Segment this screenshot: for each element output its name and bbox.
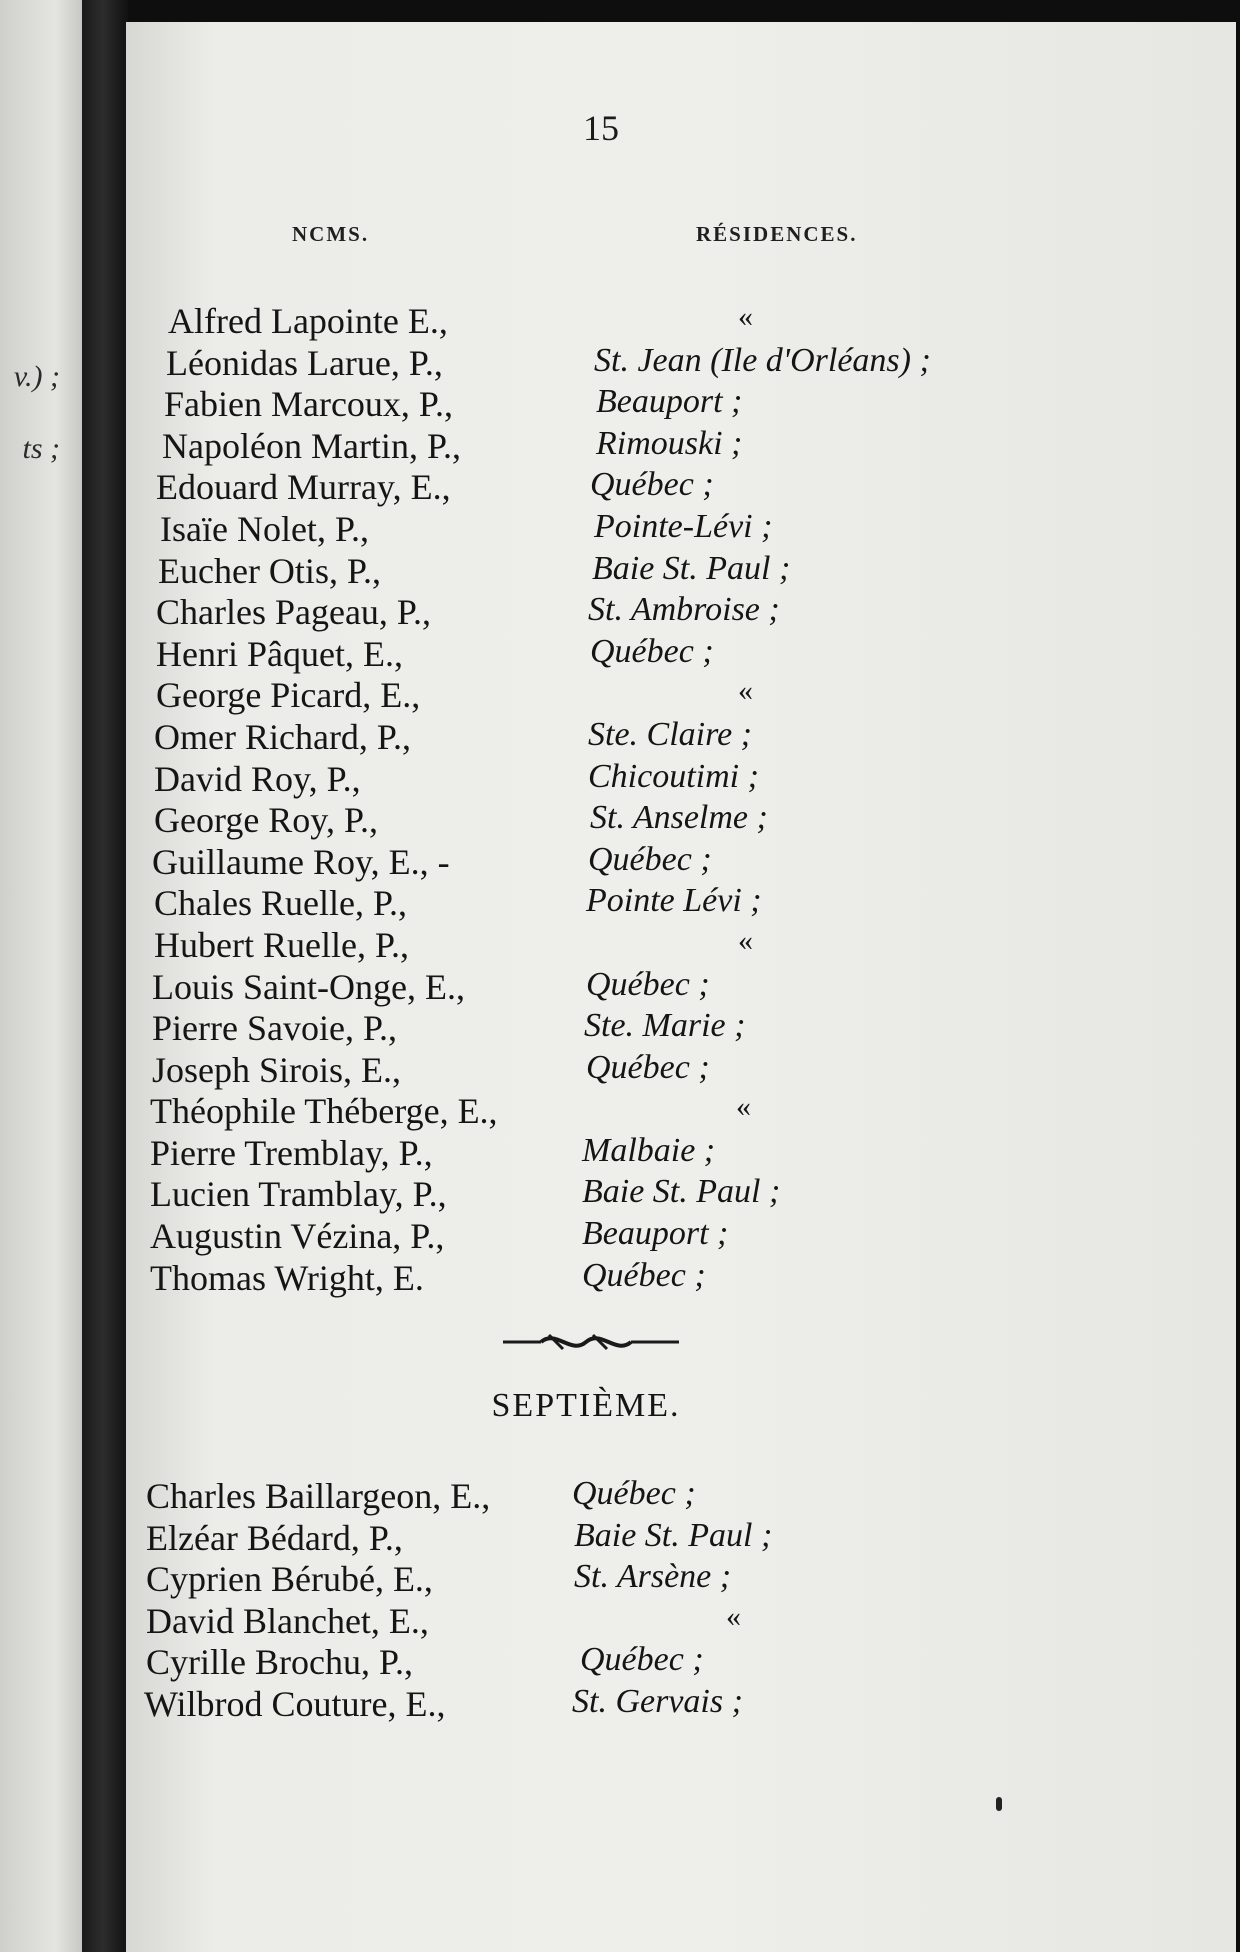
person-name: Joseph Sirois, E., bbox=[152, 1049, 402, 1090]
names-column-header: NCMS. bbox=[292, 222, 370, 246]
ditto-mark: « bbox=[736, 1090, 751, 1124]
person-name: Napoléon Martin, P., bbox=[162, 425, 461, 466]
person-name: Pierre Savoie, P., bbox=[152, 1008, 397, 1049]
book-page bbox=[126, 22, 1236, 1952]
entry-row bbox=[126, 383, 1236, 425]
person-name: Cyprien Bérubé, E., bbox=[146, 1559, 433, 1600]
entry-row bbox=[126, 466, 1236, 508]
ditto-mark: « bbox=[726, 1599, 741, 1633]
person-name: Fabien Marcoux, P., bbox=[164, 384, 453, 425]
entry-row bbox=[126, 966, 1236, 1008]
person-name: Eucher Otis, P., bbox=[158, 550, 381, 591]
entry-row bbox=[126, 1683, 1236, 1725]
ornament-divider bbox=[501, 1327, 681, 1357]
person-name: Hubert Ruelle, P., bbox=[154, 924, 409, 965]
entry-row bbox=[126, 1173, 1236, 1215]
person-name: David Blanchet, E., bbox=[146, 1600, 429, 1641]
residence: Beauport ; bbox=[582, 1215, 729, 1253]
entry-row bbox=[126, 1215, 1236, 1257]
person-name: Lucien Tramblay, P., bbox=[150, 1174, 447, 1215]
entry-row bbox=[126, 1558, 1236, 1600]
person-name: Charles Pageau, P., bbox=[156, 592, 431, 633]
residence: Québec ; bbox=[588, 840, 712, 878]
residence: St. Ambroise ; bbox=[588, 591, 780, 629]
entry-row bbox=[126, 1257, 1236, 1299]
ditto-mark: « bbox=[738, 674, 753, 708]
person-name: Isaïe Nolet, P., bbox=[160, 508, 369, 549]
facing-page-edge bbox=[0, 0, 92, 1952]
entry-row bbox=[126, 758, 1236, 800]
residences-column-header: RÉSIDENCES. bbox=[696, 222, 858, 246]
residence: St. Arsène ; bbox=[574, 1558, 732, 1596]
person-name: George Picard, E., bbox=[156, 675, 421, 716]
entry-row bbox=[126, 1049, 1236, 1091]
entries-list bbox=[126, 300, 1236, 1298]
entry-row bbox=[126, 1007, 1236, 1049]
residence: Baie St. Paul ; bbox=[574, 1516, 773, 1554]
person-name: Théophile Théberge, E., bbox=[150, 1091, 498, 1132]
facing-page-fragment: ts ; bbox=[22, 432, 60, 465]
residence: Québec ; bbox=[590, 466, 714, 504]
residence: Ste. Marie ; bbox=[584, 1007, 746, 1045]
entry-row bbox=[126, 674, 1236, 716]
entry-row bbox=[126, 799, 1236, 841]
person-name: Edouard Murray, E., bbox=[156, 467, 451, 508]
person-name: Henri Pâquet, E., bbox=[156, 633, 403, 674]
ink-speck bbox=[996, 1797, 1002, 1811]
person-name: Elzéar Bédard, P., bbox=[146, 1517, 403, 1558]
residence: Québec ; bbox=[580, 1641, 704, 1679]
residence: Chicoutimi ; bbox=[588, 757, 759, 795]
residence: Rimouski ; bbox=[596, 424, 743, 462]
residence: St. Gervais ; bbox=[572, 1682, 743, 1720]
entry-row bbox=[126, 508, 1236, 550]
residence: St. Anselme ; bbox=[590, 799, 768, 837]
person-name: Léonidas Larue, P., bbox=[166, 342, 443, 383]
entry-row bbox=[126, 591, 1236, 633]
person-name: Chales Ruelle, P., bbox=[154, 883, 407, 924]
person-name: Thomas Wright, E. bbox=[150, 1257, 424, 1298]
person-name: Louis Saint-Onge, E., bbox=[152, 966, 465, 1007]
person-name: Cyrille Brochu, P., bbox=[146, 1642, 413, 1683]
entry-row bbox=[126, 1090, 1236, 1132]
person-name: Alfred Lapointe E., bbox=[168, 301, 448, 341]
residence: Pointe-Lévi ; bbox=[594, 507, 773, 545]
entry-row bbox=[126, 841, 1236, 883]
ditto-mark: « bbox=[738, 300, 753, 333]
entry-row bbox=[126, 716, 1236, 758]
person-name: Augustin Vézina, P., bbox=[150, 1216, 445, 1257]
residence: Québec ; bbox=[572, 1475, 696, 1512]
entries-list-septieme bbox=[126, 1475, 1236, 1725]
page-number: 15 bbox=[583, 108, 619, 148]
person-name: George Roy, P., bbox=[154, 800, 378, 841]
entry-row bbox=[126, 924, 1236, 966]
person-name: David Roy, P., bbox=[154, 758, 361, 799]
residence: Québec ; bbox=[586, 1048, 710, 1086]
entry-row bbox=[126, 1475, 1236, 1517]
entry-row bbox=[126, 425, 1236, 467]
residence: Québec ; bbox=[582, 1256, 706, 1294]
residence: Beauport ; bbox=[596, 383, 743, 421]
entry-row bbox=[126, 550, 1236, 592]
person-name: Wilbrod Couture, E., bbox=[144, 1683, 446, 1724]
entry-row bbox=[126, 1641, 1236, 1683]
entry-row bbox=[126, 1517, 1236, 1559]
entry-row bbox=[126, 342, 1236, 384]
facing-page-fragment: v.) ; bbox=[13, 360, 60, 393]
residence: Ste. Claire ; bbox=[588, 715, 752, 753]
residence: Baie St. Paul ; bbox=[582, 1173, 781, 1211]
entry-row bbox=[126, 882, 1236, 924]
person-name: Pierre Tremblay, P., bbox=[150, 1132, 433, 1173]
residence: Québec ; bbox=[590, 632, 714, 670]
book-gutter bbox=[82, 0, 128, 1952]
residence: Québec ; bbox=[586, 965, 710, 1003]
entry-row bbox=[126, 1600, 1236, 1642]
entry-row bbox=[126, 300, 1236, 342]
residence: Malbaie ; bbox=[582, 1131, 716, 1169]
section-title: SEPTIÈME. bbox=[491, 1387, 681, 1424]
entry-row bbox=[126, 1132, 1236, 1174]
residence: Baie St. Paul ; bbox=[592, 549, 791, 587]
person-name: Charles Baillargeon, E., bbox=[146, 1476, 491, 1516]
ditto-mark: « bbox=[738, 923, 753, 957]
residence: St. Jean (Ile d'Orléans) ; bbox=[594, 341, 931, 379]
entry-row bbox=[126, 633, 1236, 675]
person-name: Omer Richard, P., bbox=[154, 716, 411, 757]
person-name: Guillaume Roy, E., - bbox=[152, 841, 450, 882]
residence: Pointe Lévi ; bbox=[586, 882, 762, 920]
